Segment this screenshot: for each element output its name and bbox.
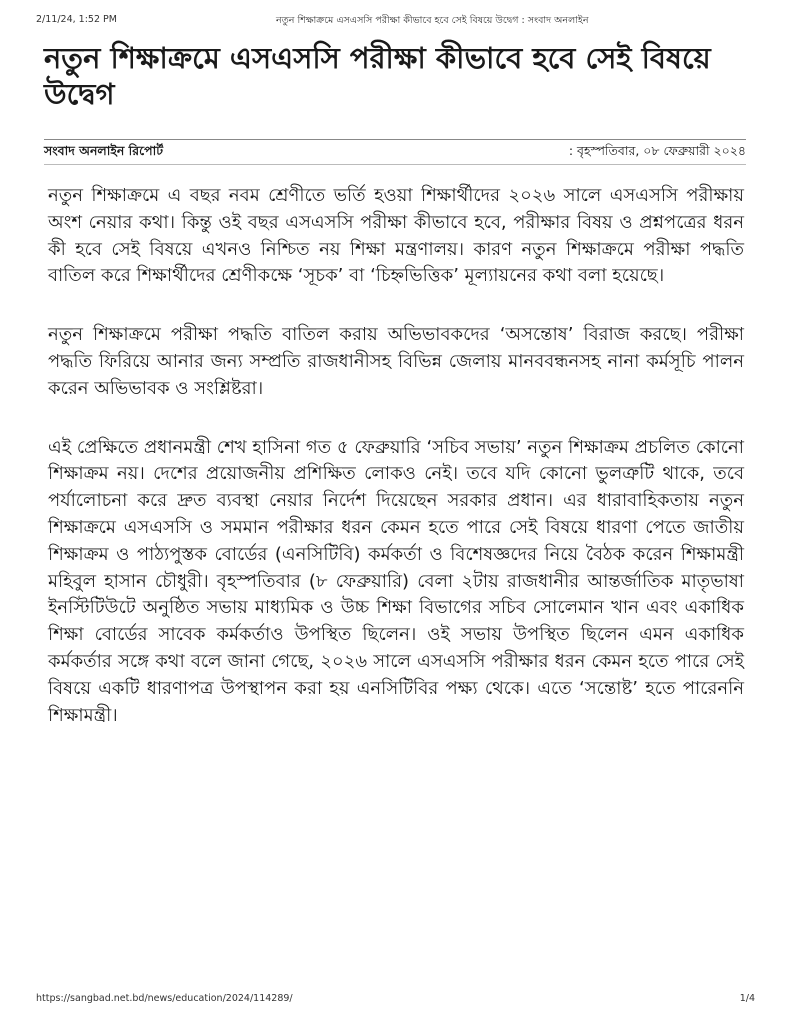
print-footer [36,993,755,1007]
print-header [36,14,755,30]
article-title: নতুন শিক্ষাক্রমে এসএসসি পরীক্ষা কীভাবে হবে সেই বিষয়ে উদ্বেগ [44,41,711,111]
article-body [48,183,744,729]
article-paragraph-1: নতুন শিক্ষাক্রমে এ বছর নবম শ্রেণীতে ভর্তি হওয়া শিক্ষার্থীদের ২০২৬ সালে এসএসসি পরীক্ষায় অংশ নেয়ার কথা। কিন্তু ওই বছর এসএসসি পরীক্ষা কীভাবে হবে, পরীক্ষার বিষয় ও প্রশ্নপত্রের ধরন কী হবে সেই বিষয়ে এখনও নিশ্চিত নয় শিক্ষা মন্ত্রণালয়। কারণ নতুন শিক্ষাক্রমে পরীক্ষা পদ্ধতি বাতিল করে শিক্ষার্থীদের শ্রেণীকক্ষে ‘সূচক’ বা ‘চিহ্নভিত্তিক’ মূল্যায়নের কথা বলা হয়েছে। [48,185,744,287]
print-page-number: 1/4 [739,993,755,1004]
article-paragraph-3: এই প্রেক্ষিতে প্রধানমন্ত্রী শেখ হাসিনা গত ৫ ফেব্রুয়ারি ‘সচিব সভায়’ নতুন শিক্ষাক্রম প্রচলিত কোনো শিক্ষাক্রম নয়। দেশের প্রয়োজনীয় প্রশিক্ষিত লোকও নেই। তবে যদি কোনো ভুলত্রুটি থাকে, তবে পর্যালোচনা করে দ্রুত ব্যবস্থা নেয়ার নির্দেশ দিয়েছেন সরকার প্রধান। এর ধারাবাহিকতায় নতুন শিক্ষাক্রমে এসএসসি ও সমমান পরীক্ষার ধরন কেমন হতে পারে সেই বিষয়ে ধারণা পেতে জাতীয় শিক্ষাক্রম ও পাঠ্যপুস্তক বোর্ডের (এনসিটিবি) কর্মকর্তা ও বিশেষজ্ঞদের নিয়ে বৈঠক করেন শিক্ষামন্ত্রী মহিবুল হাসান চৌধুরী। বৃহস্পতিবার (৮ ফেব্রুয়ারি) বেলা ২টায় রাজধানীর আন্তর্জাতিক মাতৃভাষা ইনস্টিটিউটে অনুষ্ঠিত সভায় মাধ্যমিক ও উচ্চ শিক্ষা বিভাগের সচিব সোলেমান খান এবং একাধিক শিক্ষা বোর্ডের সাবেক কর্মকর্তাও উপস্থিত ছিলেন। ওই সভায় উপস্থিত ছিলেন এমন একাধিক কর্মকর্তার সঙ্গে কথা বলে জানা গেছে, ২০২৬ সালে এসএসসি পরীক্ষার ধরন কেমন হতে পারে সেই বিষয়ে একটি ধারণাপত্র উপস্থাপন করা হয় এনসিটিবির পক্ষ্য থেকে। এতে ‘সন্তোষ্ট’ হতে পারেননি শিক্ষামন্ত্রী। [48,436,744,726]
byline-date: : বৃহস্পতিবার, ০৮ ফেব্রুয়ারী ২০২৪ [568,143,746,158]
print-page-title: নতুন শিক্ষাক্রমে এসএসসি পরীক্ষা কীভাবে হবে সেই বিষয়ে উদ্বেগ : সংবাদ অনলাইন [276,15,589,26]
article-paragraph-2: নতুন শিক্ষাক্রমে পরীক্ষা পদ্ধতি বাতিল করায় অভিভাবকদের ‘অসন্তোষ’ বিরাজ করছে। পরীক্ষা পদ্ধতি ফিরিয়ে আনার জন্য সম্প্রতি রাজধানীসহ বিভিন্ন জেলায় মানববন্ধনসহ নানা কর্মসূচি পালন করেন অভিভাবক ও সংশ্লিষ্টরা। [48,324,744,399]
byline [44,139,746,165]
print-url[interactable]: https://sangbad.net.bd/news/education/2024/114289/ [36,993,293,1004]
byline-author: সংবাদ অনলাইন রিপোর্ট [44,143,164,158]
print-datetime: 2/11/24, 1:52 PM [36,14,117,25]
